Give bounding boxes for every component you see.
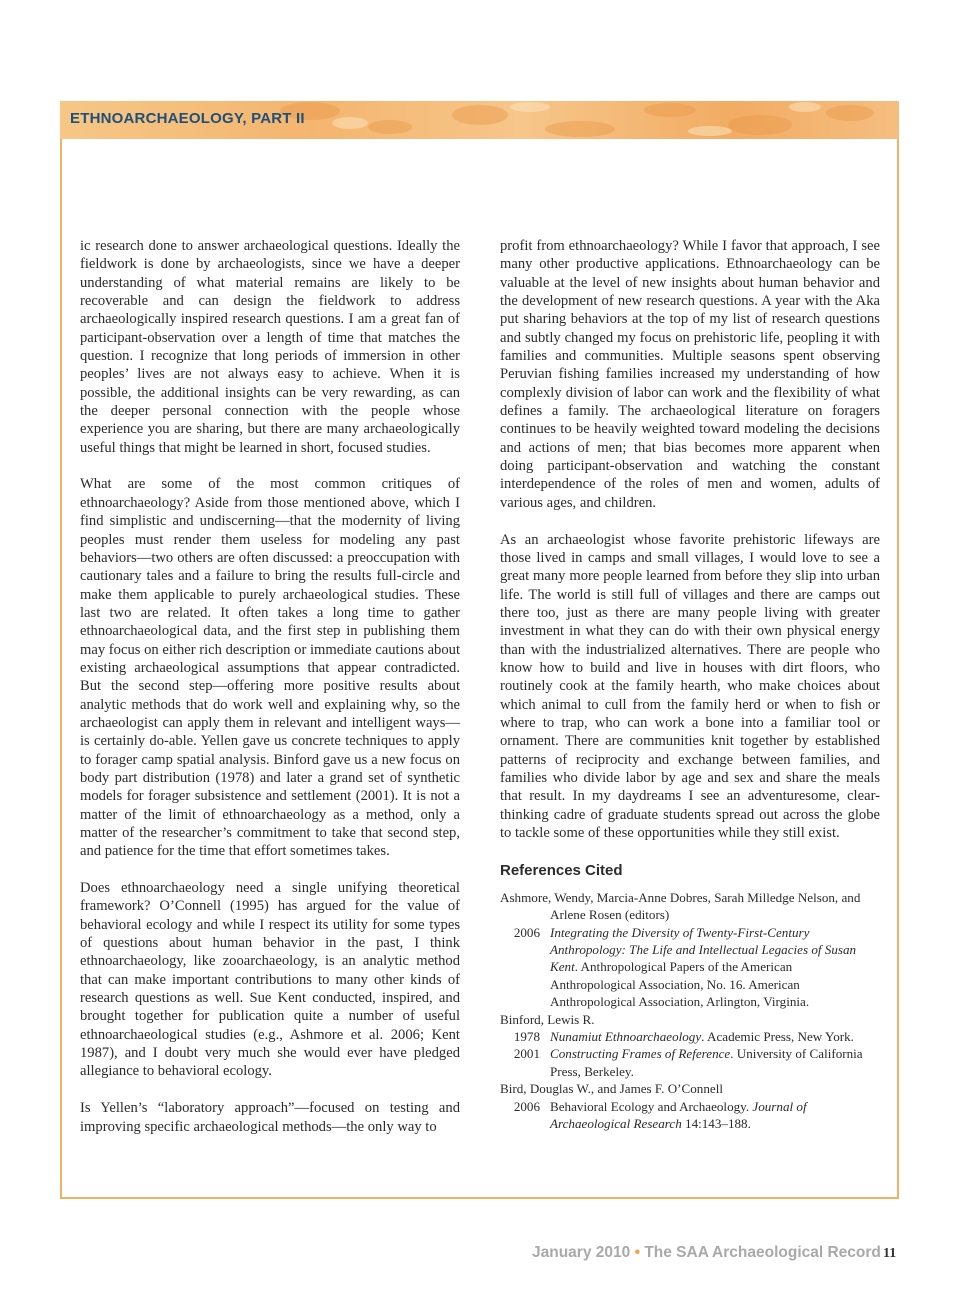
reference-year: 2006: [513, 1098, 540, 1114]
references-list: [500, 889, 880, 1133]
paragraph: Is Yellen’s “laboratory approach”—focused on testing and improving specific archaeological methods—the only way to: [80, 1100, 460, 1135]
reference-details: . University of California Press, Berkeley.: [550, 1046, 863, 1079]
reference-entry: [500, 1045, 880, 1080]
references-heading: References Cited: [500, 862, 623, 880]
reference-article-title: Behavioral Ecology and Archaeology.: [550, 1098, 753, 1114]
issue-date: January 2010: [532, 1244, 631, 1261]
footer-bullet: •: [634, 1244, 640, 1261]
right-column: [500, 237, 880, 1132]
reference-details: . Academic Press, New York.: [701, 1028, 854, 1044]
reference-year: 1978: [513, 1028, 540, 1044]
reference-entry: [500, 1098, 880, 1133]
reference-title: Nunamiut Ethnoarchaeology: [550, 1028, 702, 1044]
reference-entry: [500, 924, 880, 1011]
reference-author: Ashmore, Wendy, Marcia-Anne Dobres, Sarah Milledge Nelson, and Arlene Rosen (editors): [500, 889, 861, 923]
paragraph: profit from ethnoarchaeology? While I favor that approach, I see many other productive applications. Ethnoarchaeology can be valuable at the level of new insights about human behavior and the development of new research questions. A year with the Aka put sharing behaviors at the top of my list of research questions and subtly changed my focus on prehistoric life, peopling it with families and communities. Multiple seasons spent observing Peruvian fishing families increased my understanding of how complexly division of labor can work and the flexibility of what defines a family. The archaeological literature on foragers continues to be heavily weighted toward modeling the decisions and actions of men; that bias becomes more apparent when doing participant-observation and watching the constant interdependence of the roles of men and women, adults of various ages, and children.: [500, 238, 880, 511]
paragraph: Does ethnoarchaeology need a single unifying theoretical framework? O’Connell (1995) has argued for the value of behavioral ecology and while I respect its utility for some types of questions about human behavior in the past, I think ethnoarchaeology, like zooarchaeology, is an analytic method that can make important contributions to many other kinds of research questions as well. Sue Kent conducted, inspired, and brought together for publication quite a number of useful ethnoarchaeological studies (e.g., Ashmore et al. 2006; Kent 1987), and I doubt very much she would ever have pledged allegiance to behavioral ecology.: [80, 880, 460, 1080]
reference-year: 2001: [513, 1046, 540, 1062]
reference-year: 2006: [513, 924, 540, 940]
section-banner: [60, 101, 899, 139]
reference-details: . Anthropological Papers of the American Anthropological Association, No. 16. American Anthropological Association, Arlington, Virginia.: [550, 959, 810, 1010]
paragraph: As an archaeologist whose favorite prehistoric lifeways are those lived in camps and small villages, I would love to see a great many more people learned from before they slip into urban life. The world is still full of villages and there are camps out there too, just as there are many people living with greater investment in what they can do with their own physical energy than with the industrialized alternatives. There are people who know how to build and live in houses with dirt floors, who routinely cook at the family hearth, who make choices about which animal to cull from the family herd or when to fish or where to trap, who can work a bone into a familiar tool or ornament. There are communities knit together by established patterns of reciprocity and exchange between families, and families who divide labor by age and sex and share the meals that result. In my daydreams I see an adventuresome, clear-thinking cadre of graduate students spread out across the globe to tackle some of these opportunities while they still exist.: [500, 531, 880, 841]
reference-details: 14:143–188.: [681, 1115, 751, 1131]
publication-title: The SAA Archaeological Record: [644, 1244, 881, 1261]
reference-journal: Journal of Archaeological Research: [550, 1098, 807, 1131]
paragraph: ic research done to answer archaeological questions. Ideally the fieldwork is done by archaeologists, since we have a deeper understanding of what material remains are likely to be recoverable and can design the fieldwork to address archaeologically inspired research questions. I am a great fan of participant-observation over a length of time that matches the question. I recognize that long periods of immersion in other peoples’ lives are not always easy to achieve. When it is possible, the additional insights can be very rewarding, as can the deeper personal connection with the people whose experience you are sharing, but there are many archaeologically useful things that might be learned in short, focused studies.: [80, 238, 460, 456]
page-number: 11: [883, 1246, 897, 1261]
left-column: [80, 237, 460, 1154]
reference-author: Bird, Douglas W., and James F. O’Connell: [500, 1081, 723, 1097]
reference-title: Constructing Frames of Reference: [550, 1046, 731, 1062]
reference-title: Integrating the Diversity of Twenty-First-Century Anthropology: The Life and Intellectual Legacies of Susan Kent: [550, 924, 857, 975]
paragraph: What are some of the most common critiques of ethnoarchaeology? Aside from those mentioned above, which I find simplistic and undiscerning—that the modernity of living peoples must render them useless for modeling any past behaviors—two others are often discussed: a preoccupation with cautionary tales and a failure to bring the results full-circle and make them applicable to purely archaeological studies. These last two are related. It often takes a long time to gather ethnoarchaeological data, and the first step in publishing them may focus on either rich description or immediate cautions about existing archaeological assumptions that appear contradicted. But the second step—offering more positive results about analytic methods that do work well and explaining why, so the archaeologist can apply them in relevant and intelligent ways—is certainly do-able. Yellen gave us concrete techniques to apply to forager camp spatial analysis. Binford gave us a new focus on body part distribution (1978) and later a grand set of synthetic models for forager subsistence and settlement (2001). It is not a matter of the limit of ethnoarchaeology as a method, only a matter of the researcher’s commitment to take that second step, and patience for the time that effort sometimes takes.: [80, 476, 460, 860]
reference-entry: [500, 1028, 880, 1045]
running-footer: [532, 1244, 881, 1262]
section-title: ETHNOARCHAEOLOGY, PART II: [70, 110, 305, 127]
reference-author: Binford, Lewis R.: [500, 1011, 595, 1027]
